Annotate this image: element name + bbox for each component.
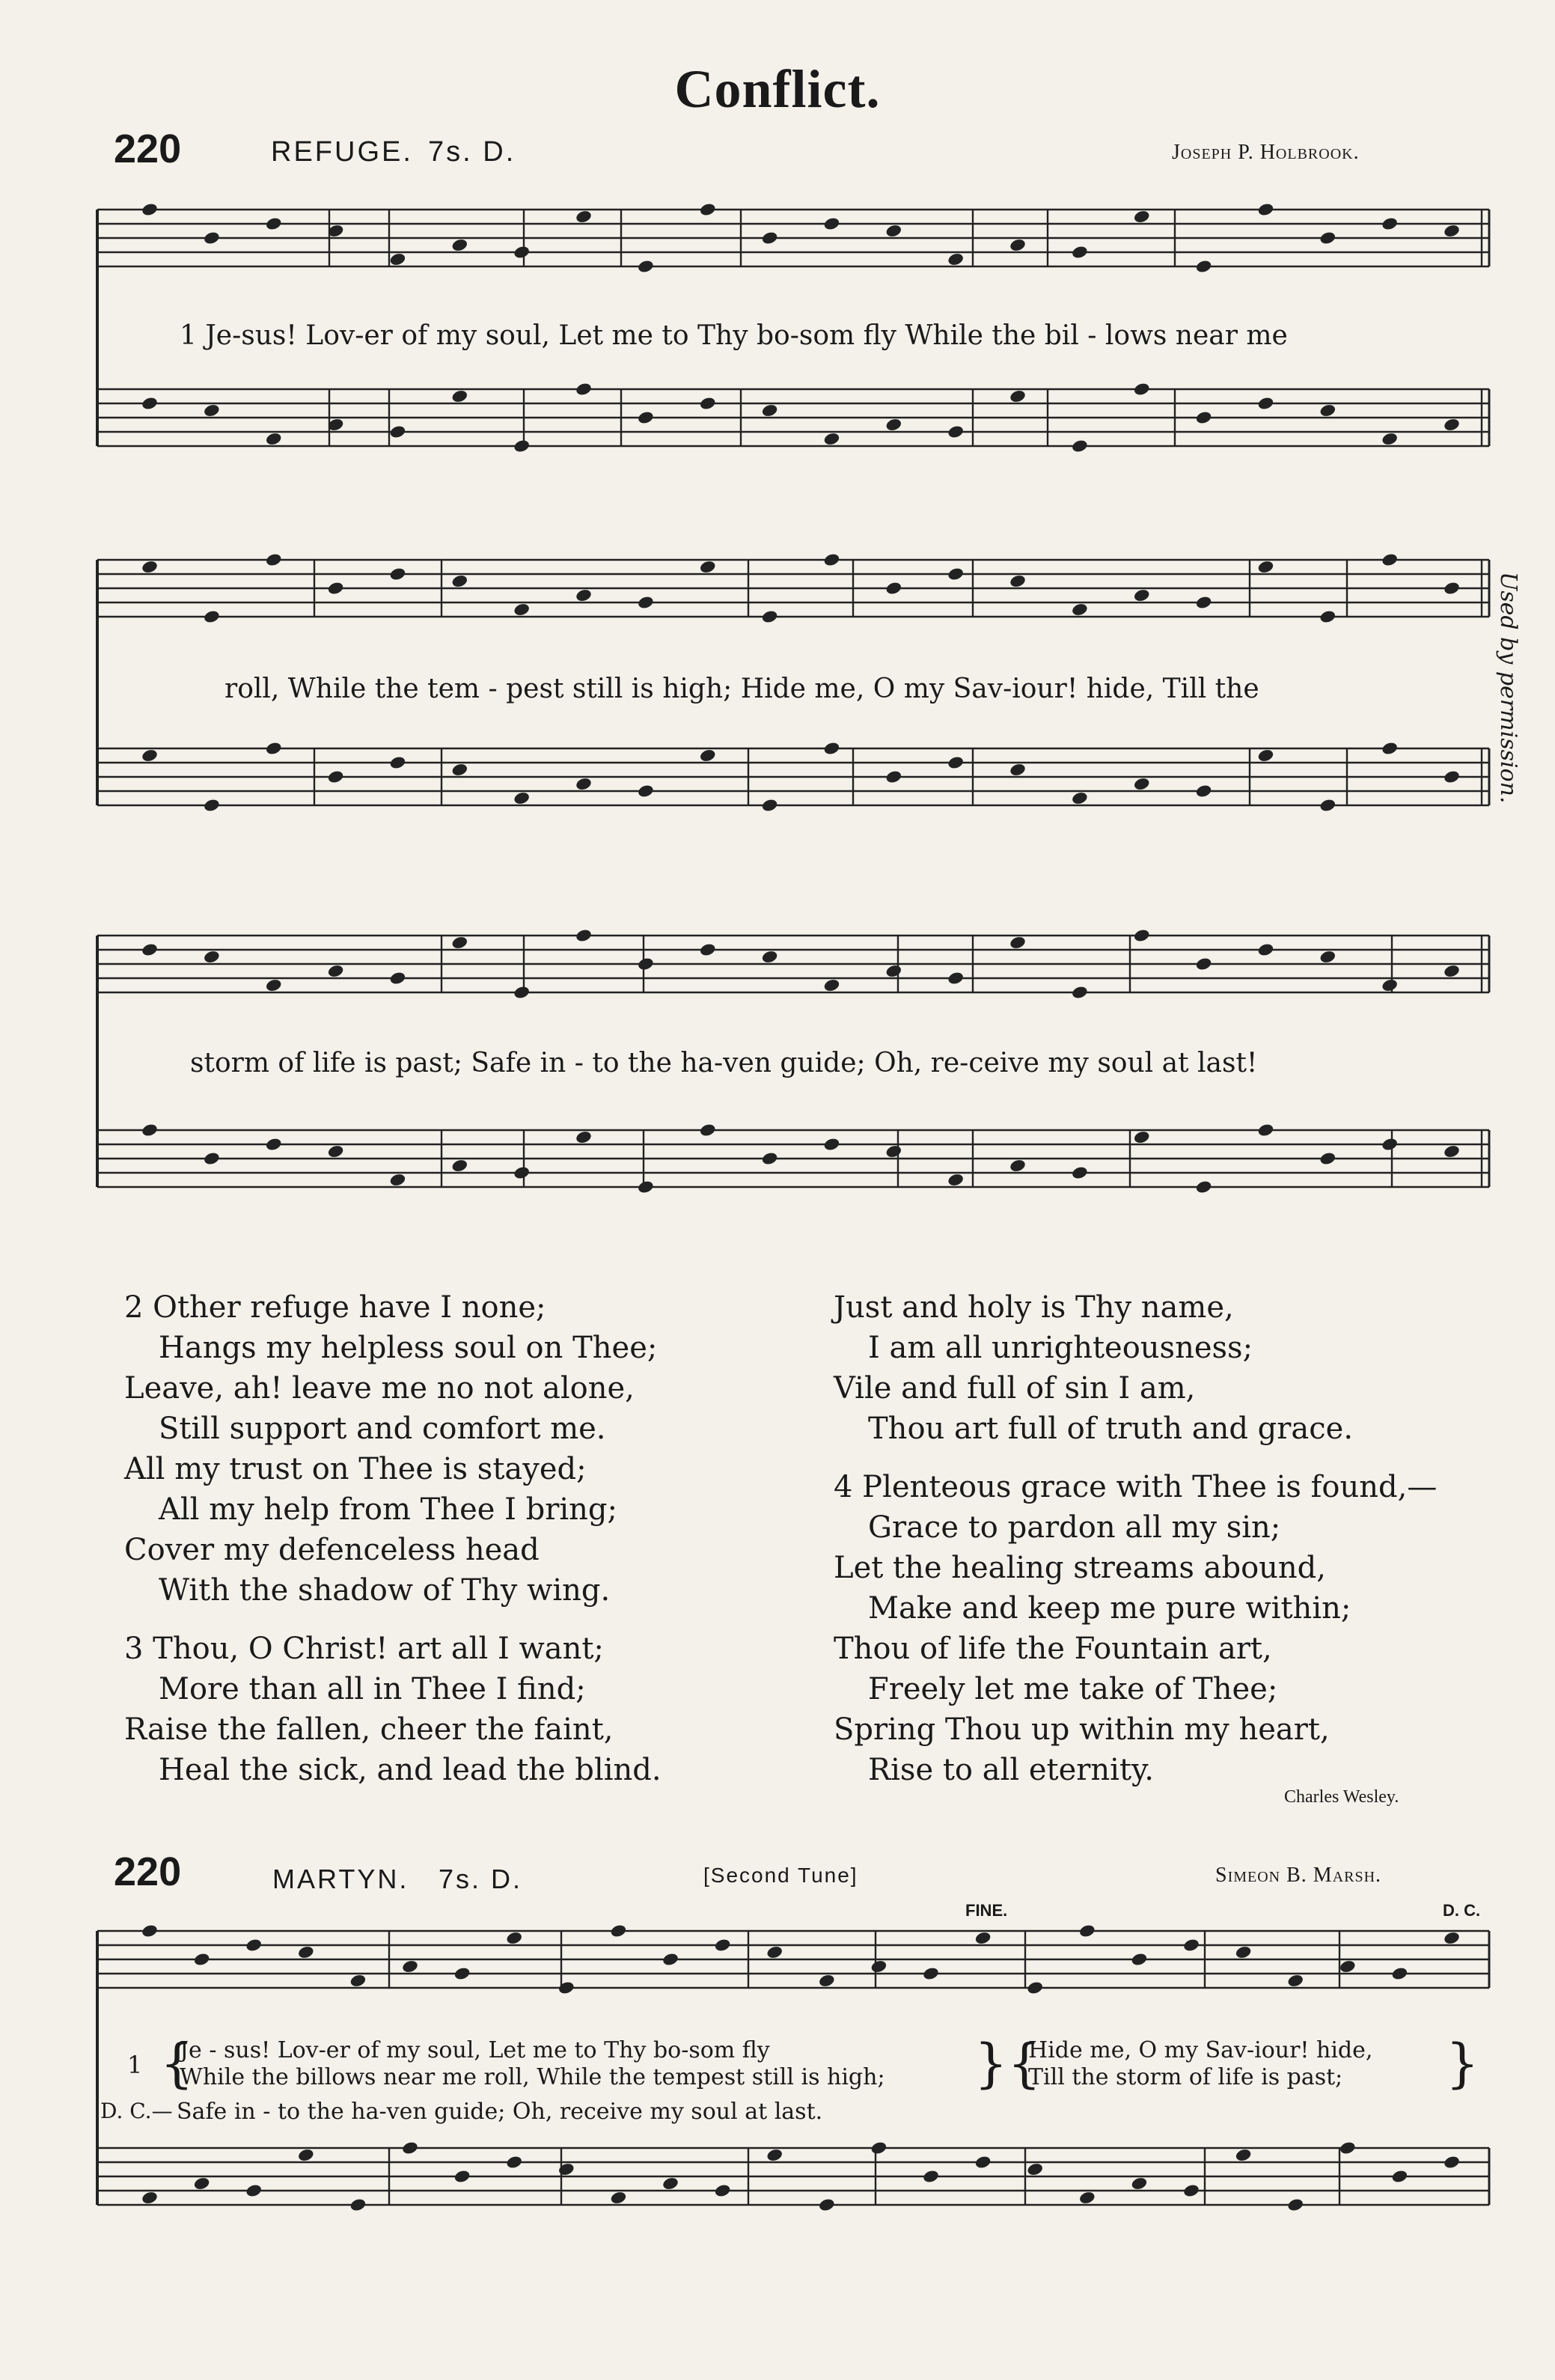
hymn2-composer: Simeon B. Marsh. xyxy=(1215,1864,1382,1887)
verse-line: All my help from Thee I bring; xyxy=(159,1492,618,1527)
verse-line: All my trust on Thee is stayed; xyxy=(124,1452,587,1486)
hymn2-tune-meter: 7s. D. xyxy=(439,1864,523,1894)
verse-line: Hangs my helpless soul on Thee; xyxy=(159,1331,658,1365)
verse-line: I am all unrighteousness; xyxy=(868,1331,1253,1365)
verse-4 xyxy=(834,1467,1437,1790)
verse-line: Just and holy is Thy name, xyxy=(834,1290,1234,1325)
verse-line: Grace to pardon all my sin; xyxy=(868,1510,1281,1545)
verse-line: Still support and comfort me. xyxy=(159,1412,606,1446)
hymn-number: 220 xyxy=(114,126,182,171)
verse-line: Freely let me take of Thee; xyxy=(868,1672,1278,1706)
verses-left xyxy=(124,1287,662,1790)
verse-3-part-1 xyxy=(124,1629,662,1790)
verse-2 xyxy=(124,1287,662,1611)
hymn2-line-b2: Till the storm of life is past; xyxy=(1028,2064,1343,2090)
verse-line: Vile and full of sin I am, xyxy=(834,1371,1196,1406)
lyric-system-1: 1 Je-sus! Lov-er of my soul, Let me to Thy bo-som fly While the bil - lows near me xyxy=(180,320,1288,351)
brace-left: { xyxy=(160,2033,194,2094)
brace-mid: }{ xyxy=(974,2033,1042,2094)
verses-right xyxy=(834,1287,1437,1790)
verse-3-part-2 xyxy=(834,1287,1437,1449)
hymn2-verse-number: 1 xyxy=(127,2051,143,2079)
hymn2-number: 220 xyxy=(114,1849,182,1894)
hymn2-tune-name: MARTYN. xyxy=(272,1864,409,1894)
fine-marker: FINE. xyxy=(965,1901,1008,1920)
second-tune-note: [Second Tune] xyxy=(703,1864,858,1887)
tune-name: REFUGE. xyxy=(271,136,413,168)
verse-line: Leave, ah! leave me no not alone, xyxy=(124,1371,635,1406)
hymn-author: Charles Wesley. xyxy=(1284,1787,1399,1807)
dc-lyric: Safe in - to the ha-ven guide; Oh, receive my soul at last. xyxy=(177,2099,823,2125)
verse-line: 2 Other refuge have I none; xyxy=(124,1290,546,1325)
verse-line: Thou art full of truth and grace. xyxy=(868,1412,1354,1446)
lyric-system-2: roll, While the tem - pest still is high; Hide me, O my Sav-iour! hide, Till the xyxy=(224,674,1259,704)
permission-note: Used by permission. xyxy=(1495,572,1521,804)
verse-line: 3 Thou, O Christ! art all I want; xyxy=(124,1632,604,1666)
lyric-system-3: storm of life is past; Safe in - to the ha-ven guide; Oh, re-ceive my soul at last! xyxy=(190,1048,1258,1078)
verse-line: Make and keep me pure within; xyxy=(868,1591,1351,1626)
dc-label: D. C.— xyxy=(100,2099,173,2123)
verse-line: Let the healing streams abound, xyxy=(834,1551,1326,1585)
brace-right: } xyxy=(1446,2033,1479,2094)
hymn2-line-b1: Hide me, O my Sav-iour! hide, xyxy=(1028,2037,1373,2063)
hymn2-line-a1: Je - sus! Lov-er of my soul, Let me to Thy bo-som fly xyxy=(180,2037,770,2063)
verse-line: Thou of life the Fountain art, xyxy=(834,1632,1272,1666)
verse-line: With the shadow of Thy wing. xyxy=(159,1573,611,1608)
verse-line: Raise the fallen, cheer the faint, xyxy=(124,1712,614,1747)
verse-line: Heal the sick, and lead the blind. xyxy=(159,1753,662,1787)
dc-marker: D. C. xyxy=(1443,1901,1481,1920)
verse-line: Cover my defenceless head xyxy=(124,1533,540,1567)
tune-meter: 7s. D. xyxy=(428,136,516,168)
hymn2-line-a2: While the billows near me roll, While the tempest still is high; xyxy=(180,2064,885,2090)
composer: Joseph P. Holbrook. xyxy=(1172,141,1360,164)
section-title: Conflict. xyxy=(674,59,881,119)
verse-line: 4 Plenteous grace with Thee is found,— xyxy=(834,1470,1438,1504)
verse-line: More than all in Thee I find; xyxy=(159,1672,586,1706)
verse-line: Rise to all eternity. xyxy=(868,1753,1155,1787)
verse-line: Spring Thou up within my heart, xyxy=(834,1712,1330,1747)
